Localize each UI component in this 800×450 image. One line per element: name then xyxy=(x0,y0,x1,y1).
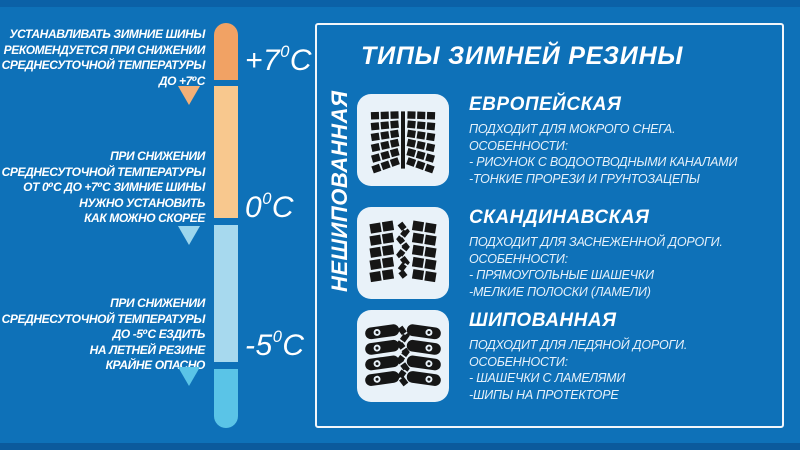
tire-type-line: -ТОНКИЕ ПРОРЕЗИ И ГРУНТОЗАЦЕПЫ xyxy=(469,171,700,186)
tire-section-european xyxy=(357,94,777,190)
note-line: КРАЙНЕ ОПАСНО xyxy=(105,358,205,372)
tire-section-studded xyxy=(357,310,777,406)
tire-type-title: ЕВРОПЕЙСКАЯ xyxy=(469,94,622,115)
note-line: КАК МОЖНО СКОРЕЕ xyxy=(84,211,205,225)
tire-type-line: -МЕЛКИЕ ПОЛОСКИ (ЛАМЕЛИ) xyxy=(469,284,651,299)
note-line: ПРИ СНИЖЕНИИ xyxy=(110,149,205,163)
temp-label-zero: $0^0C$ xyxy=(245,189,295,224)
panel-title: ТИПЫ ЗИМНЕЙ РЕЗИНЫ xyxy=(361,42,684,70)
thermometer-segment-below xyxy=(214,369,238,428)
advisory-note-zero xyxy=(2,149,205,227)
top-edge-strip xyxy=(0,0,800,7)
tire-type-line: ОСОБЕННОСТИ: xyxy=(469,251,568,266)
tire-type-line: ОСОБЕННОСТИ: xyxy=(469,138,568,153)
note-line: НУЖНО УСТАНОВИТЬ xyxy=(79,195,205,210)
tire-type-line: - РИСУНОК С ВОДООТВОДНЫМИ КАНАЛАМИ xyxy=(469,155,738,169)
tire-type-title: ШИПОВАННАЯ xyxy=(469,310,617,331)
european-tire-tread-icon xyxy=(357,94,449,186)
thermometer-segment-minus5 xyxy=(214,225,238,362)
advisory-note-minus5 xyxy=(2,296,205,374)
thermometer-segment-zero xyxy=(214,86,238,218)
scandinavian-tire-tread-icon xyxy=(357,207,449,299)
studded-tire-tread-icon xyxy=(357,310,449,402)
advisory-note-plus7 xyxy=(2,27,205,89)
note-line: ДО -5⁰С ЕЗДИТЬ xyxy=(112,327,205,341)
non-studded-vertical-label: НЕШИПОВАННАЯ xyxy=(327,90,352,292)
note-line: СРЕДНЕСУТОЧНОЙ ТЕМПЕРАТУРЫ xyxy=(1,164,205,179)
note-line: ПРИ СНИЖЕНИИ xyxy=(110,296,205,310)
tire-type-line: - ПРЯМОУГОЛЬНЫЕ ШАШЕЧКИ xyxy=(469,268,654,282)
tire-type-title: СКАНДИНАВСКАЯ xyxy=(469,207,650,228)
temp-label-plus7: $+7^0C$ xyxy=(245,42,313,77)
note-line: СРЕДНЕСУТОЧНОЙ ТЕМПЕРАТУРЫ xyxy=(1,311,205,326)
note-line: ДО +7⁰С xyxy=(158,73,205,88)
note-line: РЕКОМЕНДУЕТСЯ ПРИ СНИЖЕНИИ xyxy=(3,42,205,57)
note-line: НА ЛЕТНЕЙ РЕЗИНЕ xyxy=(89,342,205,357)
temp-label-minus5: $-5^0C$ xyxy=(245,327,305,362)
bottom-edge-strip xyxy=(0,443,800,450)
tire-types-panel xyxy=(315,23,784,428)
note-line: СРЕДНЕСУТОЧНОЙ ТЕМПЕРАТУРЫ xyxy=(1,58,205,72)
note-line: УСТАНАВЛИВАТЬ ЗИМНИЕ ШИНЫ xyxy=(9,27,205,41)
note-line: ОТ 0⁰С ДО +7⁰С ЗИМНИЕ ШИНЫ xyxy=(23,180,205,194)
tire-type-line: ПОДХОДИТ ДЛЯ ЗАСНЕЖЕННОЙ ДОРОГИ. xyxy=(469,235,723,249)
tire-type-line: - ШАШЕЧКИ С ЛАМЕЛЯМИ xyxy=(469,371,626,385)
arrow-down-icon xyxy=(178,86,200,105)
tire-type-line: ПОДХОДИТ ДЛЯ ЛЕДЯНОЙ ДОРОГИ. xyxy=(469,338,688,352)
arrow-down-icon xyxy=(178,226,200,245)
tire-type-line: ПОДХОДИТ ДЛЯ МОКРОГО СНЕГА. xyxy=(469,122,676,136)
thermometer-segment-plus7 xyxy=(214,23,238,80)
arrow-down-icon xyxy=(178,367,200,386)
tire-type-line: ОСОБЕННОСТИ: xyxy=(469,354,568,369)
tire-type-line: -ШИПЫ НА ПРОТЕКТОРЕ xyxy=(469,387,619,402)
tire-section-scandinavian xyxy=(357,207,777,303)
